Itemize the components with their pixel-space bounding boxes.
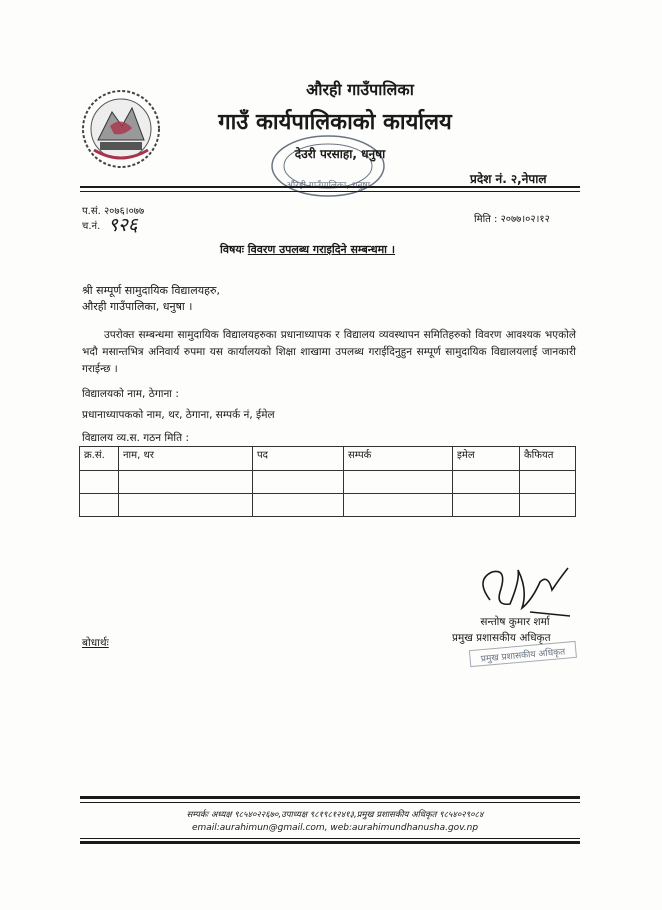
header-divider bbox=[80, 186, 580, 188]
col-name: नाम, थर bbox=[119, 447, 253, 471]
footer-divider bbox=[80, 796, 580, 799]
table-header-row bbox=[80, 447, 576, 471]
footer-contacts: सम्पर्कः अध्यक्ष ९८५४०२२६७०,उपाध्यक्ष ९८१९८१२४१३,प्रमुख प्रशासकीय अधिकृत ९८५४०२९०८४ bbox=[186, 810, 484, 820]
committee-table bbox=[79, 446, 576, 517]
table-cell bbox=[253, 471, 344, 494]
field-smc-formation-date: विद्यालय व्य.स. गठन मिति : bbox=[82, 432, 189, 444]
col-email: इमेल bbox=[453, 447, 520, 471]
table-cell bbox=[453, 494, 520, 517]
addressee-line-2: औरही गाउँपालिका, धनुषा । bbox=[82, 300, 193, 313]
table-cell bbox=[344, 471, 453, 494]
footer-divider-bottom bbox=[80, 838, 580, 839]
officer-stamp bbox=[466, 640, 581, 670]
field-principal-info: प्रधानाध्यापकको नाम, थर, ठेगाना, सम्पर्क नं, ईमेल bbox=[82, 409, 275, 421]
signatory-title: प्रमुख प्रशासकीय अधिकृत bbox=[452, 632, 551, 644]
chalani-number: ९२६ bbox=[108, 214, 138, 236]
nepal-emblem-icon bbox=[80, 88, 162, 170]
addressee-line-1: श्री सम्पूर्ण सामुदायिक विद्यालयहरु, bbox=[82, 284, 220, 297]
subject-line bbox=[220, 242, 395, 257]
table-cell bbox=[80, 471, 119, 494]
letter-date: मिति : २०७७।०२।१२ bbox=[474, 214, 550, 225]
subject-label: विषयः bbox=[220, 243, 244, 256]
table-cell bbox=[119, 471, 253, 494]
table-row bbox=[80, 471, 576, 494]
office-title: गाउँ कार्यपालिकाको कार्यालय bbox=[218, 110, 452, 135]
footer-email-web: email:aurahimun@gmail.com, web:aurahimundhanusha.gov.np bbox=[191, 823, 479, 833]
table-cell bbox=[80, 494, 119, 517]
municipality-name: औरही गाउँपालिका bbox=[306, 80, 414, 99]
col-remarks: कैफियत bbox=[520, 447, 576, 471]
table-cell bbox=[520, 494, 576, 517]
table-cell bbox=[344, 494, 453, 517]
signatory-name: सन्तोष कुमार शर्मा bbox=[480, 616, 550, 628]
patra-sankhya: प.सं. २०७६।०७७ bbox=[82, 206, 145, 217]
field-school-name-address: विद्यालयको नाम, ठेगाना : bbox=[82, 388, 179, 400]
chalani-label: च.नं. bbox=[82, 221, 101, 232]
table-cell bbox=[520, 471, 576, 494]
subject-text: विवरण उपलब्ध गराइदिने सम्बन्धमा । bbox=[247, 243, 396, 256]
footer-divider-thin bbox=[80, 802, 580, 803]
body-paragraph: उपरोक्त सम्बन्धमा सामुदायिक विद्यालयहरुका प्रधानाध्यापक र विद्यालय व्यवस्थापन समितिहरुको विवरण आवश्यक भएकोले भदौ मसान्तभित्र अनिवार्य रुपमा यस कार्यालयको शिक्षा शाखामा उपलब्ध गराईदिनुहुन सम्पूर्ण सामुदायिक विद्यालयलाई जानकारी गराईन्छ । bbox=[82, 329, 576, 375]
table-cell bbox=[453, 471, 520, 494]
office-stamp bbox=[268, 132, 388, 200]
header-divider-thin bbox=[80, 191, 580, 192]
stamp-text: प्रमुख प्रशासकीय अधिकृत bbox=[480, 647, 566, 665]
province-label: प्रदेश नं. २,नेपाल bbox=[470, 172, 547, 186]
table-cell bbox=[119, 494, 253, 517]
table-cell bbox=[253, 494, 344, 517]
col-contact: सम्पर्क bbox=[344, 447, 453, 471]
col-serial: क्र.सं. bbox=[80, 447, 119, 471]
office-location: देउरी परसाहा, धनुषा bbox=[294, 147, 386, 161]
bodharth-label: बोधार्थः bbox=[82, 637, 109, 649]
footer-divider-bottom-thick bbox=[80, 841, 580, 844]
signature-scribble bbox=[470, 560, 575, 620]
col-position: पद bbox=[253, 447, 344, 471]
stamp-text bbox=[286, 179, 371, 191]
table-row bbox=[80, 494, 576, 517]
